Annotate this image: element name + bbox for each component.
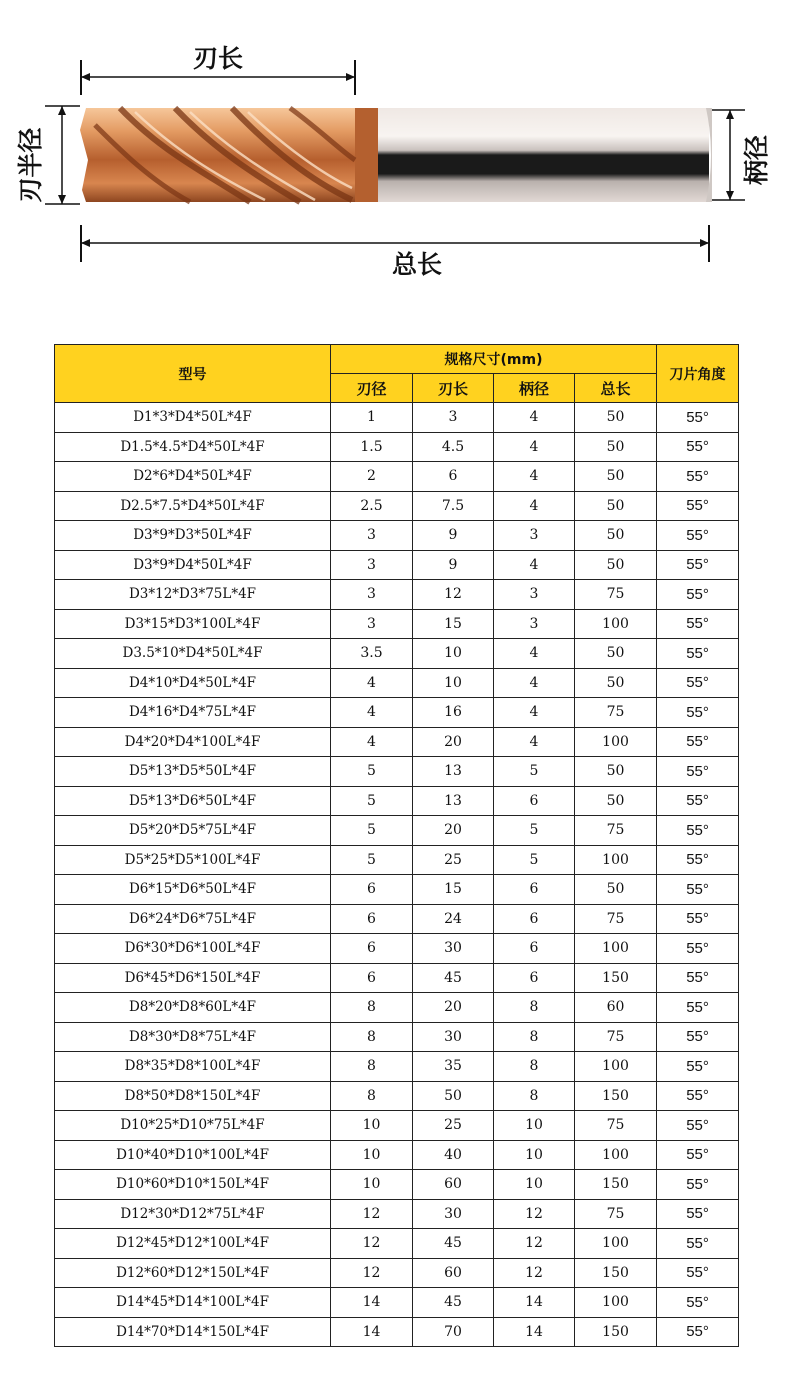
shank-diameter-cell: 3 [494,580,575,610]
blade-angle-cell: 55° [657,609,739,639]
header-edge-length: 刃长 [413,374,494,403]
shank-diameter-cell: 4 [494,698,575,728]
edge-length-cell: 13 [413,757,494,787]
shank-diameter-cell: 8 [494,1022,575,1052]
edge-diameter-cell: 4 [331,698,413,728]
table-row [55,786,739,816]
edge-diameter-cell: 6 [331,875,413,905]
edge-length-cell: 12 [413,580,494,610]
table-row [55,1317,739,1347]
edge-length-cell: 45 [413,1288,494,1318]
blade-angle-cell: 55° [657,963,739,993]
edge-length-cell: 13 [413,786,494,816]
edge-diameter-cell: 3 [331,609,413,639]
header-spec-group: 规格尺寸(mm) [331,345,657,374]
total-length-cell: 75 [575,698,657,728]
edge-diameter-cell: 5 [331,786,413,816]
shank-diameter-cell: 6 [494,786,575,816]
blade-angle-cell: 55° [657,816,739,846]
edge-diameter-cell: 14 [331,1317,413,1347]
edge-length-cell: 30 [413,1199,494,1229]
edge-diameter-cell: 6 [331,963,413,993]
blade-angle-cell: 55° [657,875,739,905]
table-row [55,1258,739,1288]
blade-angle-cell: 55° [657,550,739,580]
shank-diameter-cell: 4 [494,668,575,698]
shank-diameter-cell: 10 [494,1170,575,1200]
edge-diameter-dimension [16,106,80,204]
edge-diameter-cell: 10 [331,1111,413,1141]
blade-angle-cell: 55° [657,639,739,669]
blade-angle-cell: 55° [657,845,739,875]
total-length-cell: 150 [575,963,657,993]
edge-diameter-cell: 1.5 [331,432,413,462]
edge-length-cell: 3 [413,403,494,433]
model-cell: D2.5*7.5*D4*50L*4F [55,491,331,521]
shank-diameter-cell: 10 [494,1111,575,1141]
shank-diameter-cell: 4 [494,550,575,580]
shank-diameter-cell: 12 [494,1199,575,1229]
table-row [55,1081,739,1111]
model-cell: D6*24*D6*75L*4F [55,904,331,934]
model-cell: D6*45*D6*150L*4F [55,963,331,993]
edge-diameter-cell: 1 [331,403,413,433]
edge-diameter-cell: 14 [331,1288,413,1318]
edge-length-cell: 45 [413,963,494,993]
table-row [55,1111,739,1141]
shank-diameter-cell: 5 [494,816,575,846]
edge-diameter-cell: 6 [331,904,413,934]
shank-diameter-cell: 5 [494,757,575,787]
edge-length-cell: 40 [413,1140,494,1170]
edge-diameter-cell: 10 [331,1170,413,1200]
table-row [55,963,739,993]
shank-diameter-cell: 6 [494,934,575,964]
shank-diameter-cell: 8 [494,993,575,1023]
edge-length-cell: 20 [413,727,494,757]
total-length-cell: 50 [575,639,657,669]
end-mill-diagram [0,0,790,300]
shank-diameter-cell: 14 [494,1317,575,1347]
table-row [55,757,739,787]
edge-length-cell: 30 [413,934,494,964]
shank-diameter-cell: 4 [494,403,575,433]
total-length-cell: 75 [575,1022,657,1052]
blade-angle-cell: 55° [657,904,739,934]
edge-length-cell: 4.5 [413,432,494,462]
model-cell: D3*15*D3*100L*4F [55,609,331,639]
shank-diameter-cell: 14 [494,1288,575,1318]
blade-angle-cell: 55° [657,580,739,610]
total-length-cell: 150 [575,1258,657,1288]
edge-diameter-label: 刃半径 [16,127,45,203]
shank-diameter-cell: 4 [494,462,575,492]
edge-diameter-cell: 12 [331,1229,413,1259]
edge-length-label: 刃长 [192,44,244,73]
header-blade-angle: 刀片角度 [657,345,739,403]
edge-diameter-cell: 10 [331,1140,413,1170]
table-row [55,668,739,698]
shank-diameter-cell: 5 [494,845,575,875]
model-cell: D12*30*D12*75L*4F [55,1199,331,1229]
edge-length-cell: 7.5 [413,491,494,521]
model-cell: D5*25*D5*100L*4F [55,845,331,875]
total-length-cell: 100 [575,845,657,875]
edge-diameter-cell: 3 [331,550,413,580]
blade-angle-cell: 55° [657,757,739,787]
header-edge-diameter: 刃径 [331,374,413,403]
model-cell: D8*20*D8*60L*4F [55,993,331,1023]
edge-length-cell: 9 [413,521,494,551]
header-model: 型号 [55,345,331,403]
edge-length-cell: 60 [413,1258,494,1288]
shank-diameter-cell: 8 [494,1052,575,1082]
total-length-cell: 100 [575,1052,657,1082]
total-length-cell: 100 [575,727,657,757]
blade-angle-cell: 55° [657,491,739,521]
total-length-cell: 50 [575,668,657,698]
table-row [55,1140,739,1170]
edge-length-dimension [81,44,355,95]
tool-flutes [80,108,355,202]
table-row [55,609,739,639]
total-length-cell: 50 [575,550,657,580]
blade-angle-cell: 55° [657,1170,739,1200]
edge-length-cell: 45 [413,1229,494,1259]
edge-diameter-cell: 12 [331,1199,413,1229]
blade-angle-cell: 55° [657,934,739,964]
total-length-cell: 150 [575,1081,657,1111]
model-cell: D6*15*D6*50L*4F [55,875,331,905]
edge-diameter-cell: 5 [331,757,413,787]
shank-diameter-cell: 4 [494,432,575,462]
table-row [55,462,739,492]
blade-angle-cell: 55° [657,727,739,757]
blade-angle-cell: 55° [657,668,739,698]
tool-shank [375,108,709,202]
blade-angle-cell: 55° [657,1140,739,1170]
blade-angle-cell: 55° [657,1288,739,1318]
model-cell: D8*35*D8*100L*4F [55,1052,331,1082]
edge-length-cell: 6 [413,462,494,492]
spec-table-body [55,403,739,1347]
table-row [55,550,739,580]
edge-length-cell: 50 [413,1081,494,1111]
model-cell: D6*30*D6*100L*4F [55,934,331,964]
model-cell: D3*12*D3*75L*4F [55,580,331,610]
shank-diameter-cell: 4 [494,727,575,757]
shank-diameter-cell: 4 [494,639,575,669]
edge-length-cell: 16 [413,698,494,728]
total-length-dimension [81,225,709,279]
model-cell: D5*13*D5*50L*4F [55,757,331,787]
edge-length-cell: 25 [413,845,494,875]
table-row [55,521,739,551]
model-cell: D10*40*D10*100L*4F [55,1140,331,1170]
edge-length-cell: 20 [413,993,494,1023]
total-length-cell: 75 [575,580,657,610]
table-row [55,1022,739,1052]
edge-diameter-cell: 4 [331,668,413,698]
edge-length-cell: 20 [413,816,494,846]
edge-length-cell: 35 [413,1052,494,1082]
total-length-cell: 50 [575,432,657,462]
total-length-cell: 75 [575,1111,657,1141]
total-length-cell: 100 [575,934,657,964]
blade-angle-cell: 55° [657,786,739,816]
model-cell: D3*9*D3*50L*4F [55,521,331,551]
table-row [55,639,739,669]
table-row [55,491,739,521]
model-cell: D5*20*D5*75L*4F [55,816,331,846]
total-length-cell: 50 [575,521,657,551]
edge-diameter-cell: 3.5 [331,639,413,669]
total-length-cell: 100 [575,1229,657,1259]
edge-length-cell: 10 [413,668,494,698]
table-row [55,432,739,462]
total-length-cell: 150 [575,1317,657,1347]
total-length-cell: 75 [575,816,657,846]
table-row [55,1288,739,1318]
blade-angle-cell: 55° [657,1199,739,1229]
shank-diameter-dimension [712,110,771,200]
model-cell: D2*6*D4*50L*4F [55,462,331,492]
shank-diameter-cell: 12 [494,1258,575,1288]
total-length-cell: 60 [575,993,657,1023]
model-cell: D10*25*D10*75L*4F [55,1111,331,1141]
blade-angle-cell: 55° [657,521,739,551]
blade-angle-cell: 55° [657,403,739,433]
model-cell: D12*45*D12*100L*4F [55,1229,331,1259]
total-length-cell: 50 [575,462,657,492]
edge-length-cell: 10 [413,639,494,669]
blade-angle-cell: 55° [657,462,739,492]
edge-diameter-cell: 2 [331,462,413,492]
edge-diameter-cell: 8 [331,1081,413,1111]
model-cell: D4*16*D4*75L*4F [55,698,331,728]
shank-diameter-cell: 4 [494,491,575,521]
blade-angle-cell: 55° [657,432,739,462]
model-cell: D8*50*D8*150L*4F [55,1081,331,1111]
blade-angle-cell: 55° [657,1229,739,1259]
table-row [55,845,739,875]
edge-diameter-cell: 2.5 [331,491,413,521]
model-cell: D14*45*D14*100L*4F [55,1288,331,1318]
total-length-cell: 50 [575,757,657,787]
table-row [55,727,739,757]
shank-diameter-cell: 10 [494,1140,575,1170]
table-row [55,1199,739,1229]
shank-diameter-label: 柄径 [742,134,771,186]
edge-length-cell: 30 [413,1022,494,1052]
total-length-cell: 50 [575,875,657,905]
edge-diameter-cell: 12 [331,1258,413,1288]
table-row [55,816,739,846]
total-length-cell: 150 [575,1170,657,1200]
blade-angle-cell: 55° [657,1111,739,1141]
edge-diameter-cell: 5 [331,845,413,875]
total-length-cell: 50 [575,403,657,433]
model-cell: D14*70*D14*150L*4F [55,1317,331,1347]
table-row [55,698,739,728]
edge-diameter-cell: 8 [331,993,413,1023]
blade-angle-cell: 55° [657,698,739,728]
edge-length-cell: 15 [413,875,494,905]
shank-diameter-cell: 6 [494,963,575,993]
edge-diameter-cell: 8 [331,1052,413,1082]
spec-table [54,344,739,1347]
header-total-length: 总长 [575,374,657,403]
model-cell: D8*30*D8*75L*4F [55,1022,331,1052]
shank-diameter-cell: 6 [494,904,575,934]
shank-diameter-cell: 8 [494,1081,575,1111]
table-row [55,934,739,964]
blade-angle-cell: 55° [657,1052,739,1082]
table-row [55,1229,739,1259]
total-length-cell: 50 [575,491,657,521]
model-cell: D3*9*D4*50L*4F [55,550,331,580]
shank-diameter-cell: 6 [494,875,575,905]
table-row [55,580,739,610]
shank-diameter-cell: 12 [494,1229,575,1259]
table-row [55,1052,739,1082]
blade-angle-cell: 55° [657,1081,739,1111]
table-row [55,993,739,1023]
edge-length-cell: 25 [413,1111,494,1141]
shank-diameter-cell: 3 [494,521,575,551]
table-row [55,875,739,905]
edge-diameter-cell: 8 [331,1022,413,1052]
edge-length-cell: 15 [413,609,494,639]
tool-neck [352,108,378,202]
total-length-cell: 100 [575,1140,657,1170]
edge-diameter-cell: 4 [331,727,413,757]
model-cell: D1*3*D4*50L*4F [55,403,331,433]
total-length-cell: 100 [575,609,657,639]
blade-angle-cell: 55° [657,993,739,1023]
table-row [55,904,739,934]
shank-diameter-cell: 3 [494,609,575,639]
blade-angle-cell: 55° [657,1317,739,1347]
table-row [55,403,739,433]
blade-angle-cell: 55° [657,1258,739,1288]
edge-length-cell: 60 [413,1170,494,1200]
total-length-label: 总长 [391,250,443,279]
header-shank-diameter: 柄径 [494,374,575,403]
total-length-cell: 75 [575,1199,657,1229]
model-cell: D12*60*D12*150L*4F [55,1258,331,1288]
blade-angle-cell: 55° [657,1022,739,1052]
model-cell: D4*10*D4*50L*4F [55,668,331,698]
end-mill-tool [80,108,712,202]
edge-length-cell: 70 [413,1317,494,1347]
model-cell: D10*60*D10*150L*4F [55,1170,331,1200]
edge-diameter-cell: 6 [331,934,413,964]
total-length-cell: 50 [575,786,657,816]
edge-length-cell: 24 [413,904,494,934]
total-length-cell: 75 [575,904,657,934]
model-cell: D4*20*D4*100L*4F [55,727,331,757]
model-cell: D5*13*D6*50L*4F [55,786,331,816]
edge-length-cell: 9 [413,550,494,580]
model-cell: D1.5*4.5*D4*50L*4F [55,432,331,462]
model-cell: D3.5*10*D4*50L*4F [55,639,331,669]
edge-diameter-cell: 3 [331,580,413,610]
total-length-cell: 100 [575,1288,657,1318]
edge-diameter-cell: 5 [331,816,413,846]
table-row [55,1170,739,1200]
edge-diameter-cell: 3 [331,521,413,551]
